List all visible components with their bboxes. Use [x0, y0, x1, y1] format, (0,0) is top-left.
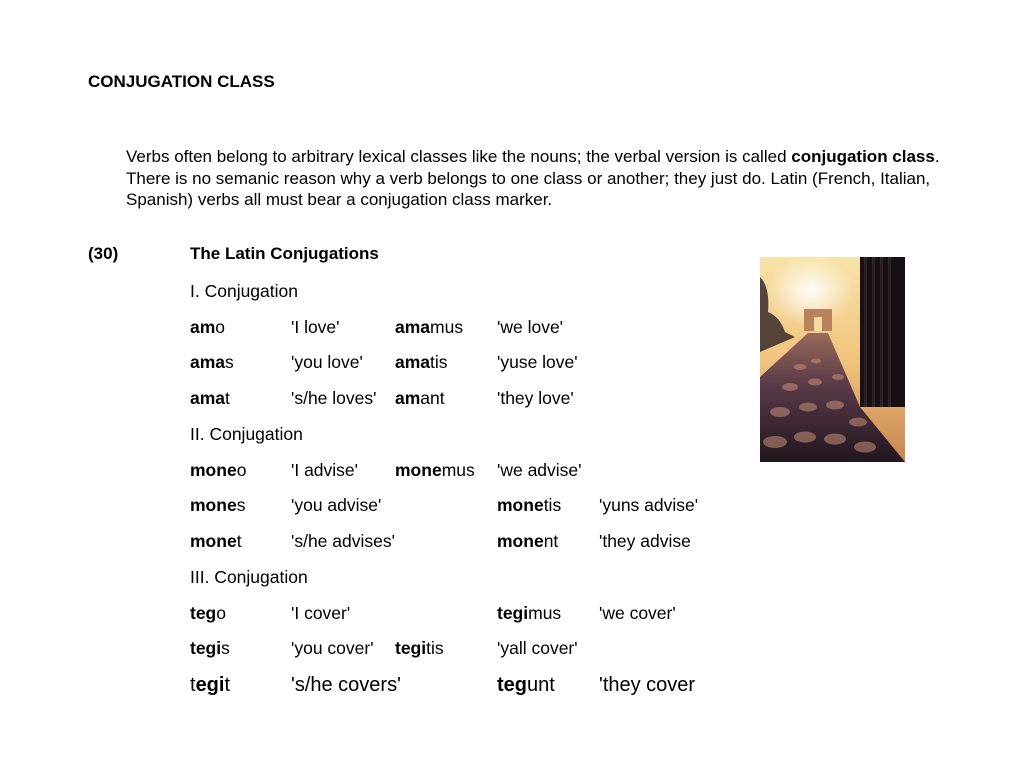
form-monetis: monetis: [497, 495, 562, 515]
example-number: (30): [88, 244, 119, 263]
form-tegimus: tegimus: [497, 603, 562, 623]
gloss-mones: 'you advise': [291, 495, 382, 515]
gloss-amo: 'I love': [291, 317, 340, 337]
intro-bold-term: conjugation class: [791, 147, 935, 166]
form-amo: amo: [190, 317, 226, 337]
gloss-tegimus: 'we cover': [599, 603, 676, 623]
gloss-tegis: 'you cover': [291, 638, 374, 658]
page-title: CONJUGATION CLASS: [88, 72, 275, 91]
intro-paragraph: [126, 146, 956, 211]
intro-text-1: Verbs often belong to arbitrary lexical classes like the nouns; the verbal version is called: [126, 147, 792, 166]
section-heading-3: III. Conjugation: [190, 567, 308, 587]
example-title: The Latin Conjugations: [190, 244, 379, 263]
gloss-amant: 'they love': [497, 388, 574, 408]
intro-text-2: . There is no semanic reason why a verb belongs to one class or another; they just do. Latin (French, Italian, Spanish) verbs all must bear a conjugation class marker.: [126, 147, 940, 209]
gloss-tego: 'I cover': [291, 603, 351, 623]
form-tegunt: tegunt: [497, 674, 555, 696]
arch-road-illustration: [760, 257, 905, 462]
gloss-tegit: 's/he covers': [291, 674, 401, 696]
gloss-tegunt: 'they cover: [599, 674, 696, 696]
gloss-amatis: 'yuse love': [497, 352, 578, 372]
gloss-amamus: 'we love': [497, 317, 564, 337]
gloss-monemus: 'we advise': [497, 460, 582, 480]
section-heading-2: II. Conjugation: [190, 424, 303, 444]
gloss-monet: 's/he advises': [291, 531, 395, 551]
form-monet: monet: [190, 531, 242, 551]
gloss-moneo: 'I advise': [291, 460, 358, 480]
form-amant: amant: [395, 388, 445, 408]
form-tego: tego: [190, 603, 226, 623]
gloss-monetis: 'yuns advise': [599, 495, 699, 515]
gloss-monent: 'they advise: [599, 531, 691, 551]
form-tegis: tegis: [190, 638, 230, 658]
form-amas: amas: [190, 352, 234, 372]
form-tegitis: tegitis: [395, 638, 444, 658]
form-amamus: amamus: [395, 317, 464, 337]
section-heading-1: I. Conjugation: [190, 281, 298, 301]
form-tegit: tegit: [190, 674, 231, 696]
form-mones: mones: [190, 495, 246, 515]
gloss-amat: 's/he loves': [291, 388, 377, 408]
form-amat: amat: [190, 388, 230, 408]
gloss-tegitis: 'yall cover': [497, 638, 578, 658]
arch-road-photo: [760, 257, 905, 462]
form-amatis: amatis: [395, 352, 448, 372]
form-moneo: moneo: [190, 460, 247, 480]
gloss-amas: 'you love': [291, 352, 363, 372]
form-monemus: monemus: [395, 460, 475, 480]
form-monent: monent: [497, 531, 559, 551]
